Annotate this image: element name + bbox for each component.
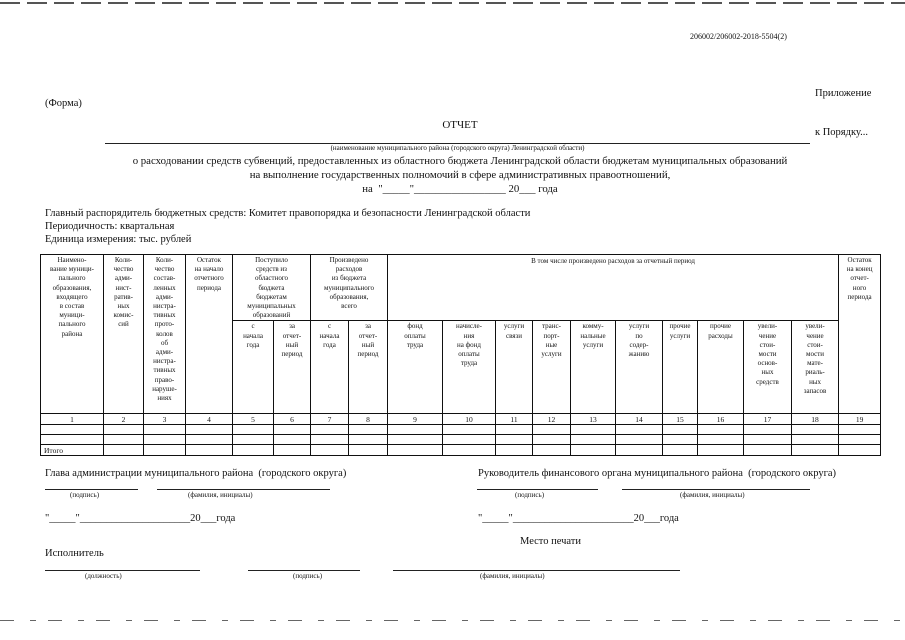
table-cell (792, 425, 839, 435)
table-cell (616, 445, 663, 456)
finance-date-line: "_____"_______________________20___года (478, 513, 679, 524)
column-number: 2 (104, 414, 144, 425)
table-cell (311, 435, 349, 445)
table-cell (41, 435, 104, 445)
chief-budget-manager: Главный распорядитель бюджетных средств: Комитет правопорядка и безопасности Ленинградской области (45, 208, 531, 219)
table-cell (663, 425, 698, 435)
executor-label: Исполнитель (45, 548, 104, 559)
table-cell (616, 435, 663, 445)
form-label: (Форма) (45, 98, 82, 109)
header-spent-period: за отчет- ный период (349, 321, 388, 414)
header-group-expense-breakdown: В том числе произведено расходов за отчетный период (388, 255, 839, 321)
report-table (40, 254, 881, 456)
report-subject-line-2: на выполнение государственных полномочий в сфере административных правоотношений, (249, 169, 671, 181)
table-cell (233, 435, 274, 445)
table-cell (744, 435, 792, 445)
table-cell (698, 445, 744, 456)
table-cell (311, 445, 349, 456)
header-other-expenses: прочие расходы (698, 321, 744, 414)
header-municipality: Наимено- вание муници- пального образования, входящего в состав муници- пального района (41, 255, 104, 414)
head-name-line (157, 489, 330, 490)
table-cell (104, 425, 144, 435)
header-maintenance-services: услуги по содер- жанию (616, 321, 663, 414)
column-number: 4 (186, 414, 233, 425)
column-number: 14 (616, 414, 663, 425)
table-cell (104, 435, 144, 445)
table-cell (186, 435, 233, 445)
column-numbers-row (41, 414, 881, 425)
column-number: 6 (274, 414, 311, 425)
finance-name-caption: (фамилия, инициалы) (680, 491, 745, 499)
table-cell (104, 445, 144, 456)
table-cell (571, 435, 616, 445)
table-cell (744, 445, 792, 456)
seal-place-label: Место печати (520, 536, 582, 547)
table-cell (349, 435, 388, 445)
table-cell (698, 435, 744, 445)
table-cell (233, 425, 274, 435)
header-other-services: прочие услуги (663, 321, 698, 414)
column-number: 5 (233, 414, 274, 425)
table-cell (274, 435, 311, 445)
table-cell (349, 445, 388, 456)
executor-position-line (45, 570, 200, 571)
total-label: Итого (41, 445, 104, 456)
head-name-caption: (фамилия, инициалы) (188, 491, 253, 499)
table-cell (443, 435, 496, 445)
head-signature-line (45, 489, 138, 490)
table-cell (144, 445, 186, 456)
column-number: 19 (839, 414, 881, 425)
table-cell (792, 445, 839, 456)
column-number: 3 (144, 414, 186, 425)
table-cell (274, 425, 311, 435)
table-cell (388, 445, 443, 456)
header-fixed-assets-increase: увели- чение стои- мости основ- ных средств (744, 321, 792, 414)
municipality-caption: (наименование муниципального района (городского округа) Ленинградской области) (330, 144, 585, 152)
finance-head-title: Руководитель финансового органа муниципального района (городского округа) (478, 468, 837, 479)
table-cell (496, 435, 533, 445)
scan-edge-top (0, 2, 905, 4)
table-cell (744, 425, 792, 435)
finance-signature-caption: (подпись) (515, 491, 545, 499)
table-cell (571, 425, 616, 435)
table-cell (186, 425, 233, 435)
report-date-line: на "_____"_________________ 20___ года (362, 183, 558, 195)
column-number: 17 (744, 414, 792, 425)
table-cell (349, 425, 388, 435)
table-cell (496, 445, 533, 456)
column-number: 8 (349, 414, 388, 425)
finance-signature-line (477, 489, 598, 490)
registration-number: 206002/206002-2018-5504(2) (690, 32, 787, 41)
column-number: 18 (792, 414, 839, 425)
header-payroll-fund: фонд оплаты труда (388, 321, 443, 414)
executor-name-caption: (фамилия, инициалы) (480, 572, 545, 580)
appendix-line-2: к Порядку... (815, 127, 869, 138)
table-cell (144, 435, 186, 445)
scan-edge-bottom (0, 620, 905, 621)
table-cell (698, 425, 744, 435)
table-cell (388, 425, 443, 435)
table-cell (839, 435, 881, 445)
column-number: 1 (41, 414, 104, 425)
column-number: 9 (388, 414, 443, 425)
periodicity: Периодичность: квартальная (45, 221, 175, 232)
table-cell (274, 445, 311, 456)
table-cell (144, 425, 186, 435)
finance-name-line (622, 489, 810, 490)
table-cell (233, 445, 274, 456)
table-cell (496, 425, 533, 435)
table-cell (443, 425, 496, 435)
table-cell (571, 445, 616, 456)
appendix-note (815, 61, 871, 165)
table-cell (663, 435, 698, 445)
header-payroll-charges: начисле- ния на фонд оплаты труда (443, 321, 496, 414)
appendix-line-1: Приложение (815, 88, 872, 99)
column-number: 15 (663, 414, 698, 425)
executor-name-line (393, 570, 680, 571)
column-number: 13 (571, 414, 616, 425)
table-cell (663, 445, 698, 456)
executor-position-caption: (должность) (85, 572, 122, 580)
column-number: 16 (698, 414, 744, 425)
header-group-received: Поступило средств из областного бюджета бюджетам муниципальных образований (233, 255, 311, 321)
header-inventory-increase: увели- чение стои- мости мате- риаль- ных запасов (792, 321, 839, 414)
header-utility-services: комму- нальные услуги (571, 321, 616, 414)
table-cell (533, 445, 571, 456)
report-title: ОТЧЕТ (442, 119, 478, 131)
table-cell (839, 445, 881, 456)
head-signature-caption: (подпись) (70, 491, 100, 499)
head-of-administration-title: Глава администрации муниципального района (городского округа) (45, 468, 347, 479)
executor-signature-line (248, 570, 360, 571)
table-cell (533, 425, 571, 435)
column-number: 10 (443, 414, 496, 425)
table-cell (41, 425, 104, 435)
header-received-ytd: с начала года (233, 321, 274, 414)
table-cell (839, 425, 881, 435)
header-closing-balance: Остаток на конец отчет- ного периода (839, 255, 881, 414)
header-spent-ytd: с начала года (311, 321, 349, 414)
header-protocols-count: Коли- чество состав- ленных адми- нистра- тивных прото- колов об адми- нистра- тивных право- наруше- ниях (144, 255, 186, 414)
table-cell (186, 445, 233, 456)
table-row (41, 425, 881, 435)
table-cell (616, 425, 663, 435)
report-subject-line-1: о расходовании средств субвенций, предоставленных из областного бюджета Ленинградской области бюджетам муниципальных образований (132, 155, 788, 167)
header-group-spent: Произведено расходов из бюджета муниципального образования, всего (311, 255, 388, 321)
table-cell (311, 425, 349, 435)
table-row (41, 435, 881, 445)
table-cell (533, 435, 571, 445)
header-transport-services: транс- порт- ные услуги (533, 321, 571, 414)
table-cell (792, 435, 839, 445)
head-date-line: "_____"_____________________20___года (45, 513, 236, 524)
column-number: 11 (496, 414, 533, 425)
unit-of-measure: Единица измерения: тыс. рублей (45, 234, 192, 245)
column-number: 12 (533, 414, 571, 425)
executor-signature-caption: (подпись) (293, 572, 323, 580)
header-communication-services: услуги связи (496, 321, 533, 414)
header-opening-balance: Остаток на начало отчетного периода (186, 255, 233, 414)
column-number: 7 (311, 414, 349, 425)
total-row (41, 445, 881, 456)
header-commissions-count: Коли- чество адми- нист- ратив- ных комис- сий (104, 255, 144, 414)
table-cell (388, 435, 443, 445)
table-cell (443, 445, 496, 456)
header-received-period: за отчет- ный период (274, 321, 311, 414)
